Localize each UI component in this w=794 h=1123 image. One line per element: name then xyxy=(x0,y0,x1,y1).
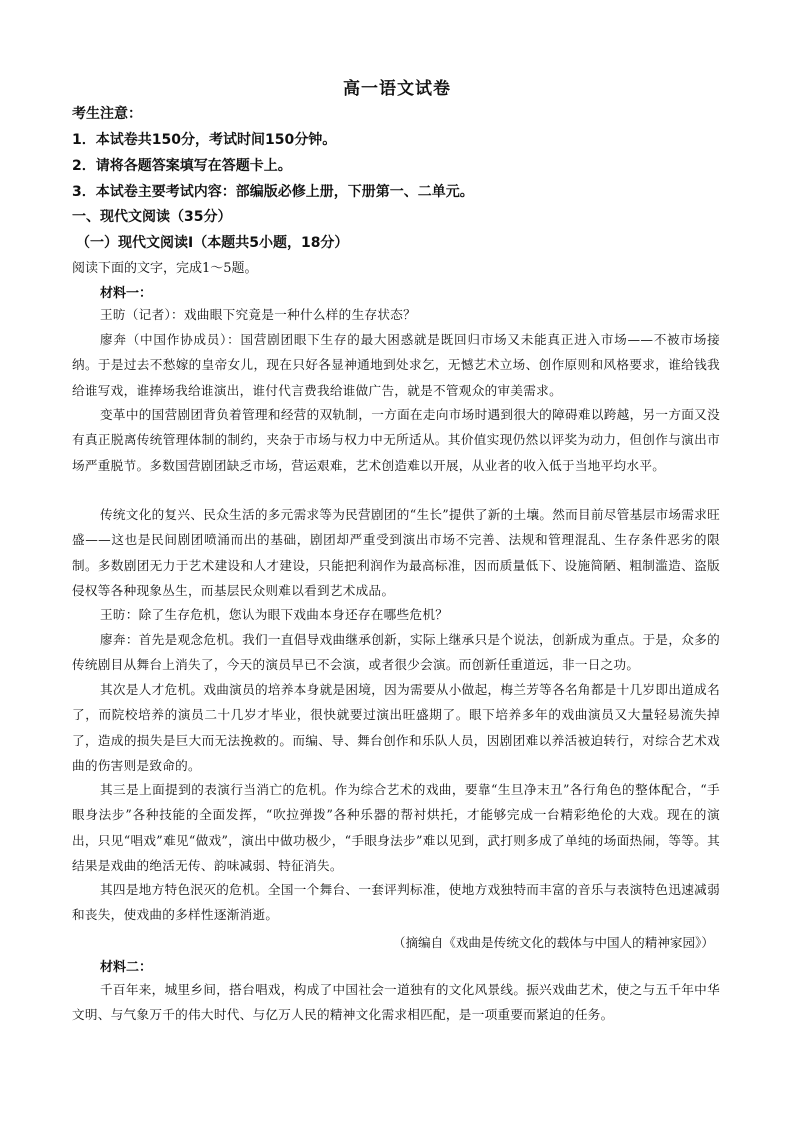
paragraph: 王昉（记者）：戏曲眼下究竟是一种什么样的生存状态？ xyxy=(100,307,417,322)
paragraph: 其四是地方特色泯灭的危机。全国一个舞台、一套评判标准，使地方戏独特而丰富的音乐与表演特色迅速减弱和丧失，使戏曲的多样性逐渐消逝。 xyxy=(72,882,720,923)
reading-instruction: 阅读下面的文字，完成1～5题。 xyxy=(72,261,258,276)
paragraph: 廖奔：首先是观念危机。我们一直倡导戏曲继承创新，实际上继承只是个说法，创新成为重点。于是，众多的传统剧目从舞台上消失了，今天的演员早已不会演，或者很少会演。而创新任重道远，非一日之功。 xyxy=(72,632,720,673)
paragraph: 廖奔（中国作协成员）：国营剧团眼下生存的最大困惑就是既回归市场又未能真正进入市场——不被市场接纳。于是过去不愁嫁的皇帝女儿，现在只好各显神通地到处求乞，无憾艺术立场、创作原则和风格要求，谁给钱我给谁写戏，谁捧场我给谁演出，谁付代言费我给谁做广告，就是不管观众的审美需求。 xyxy=(72,332,720,398)
notice-item: 3．本试卷主要考试内容：部编版必修上册，下册第一、二单元。 xyxy=(72,184,474,200)
notice-item: 2．请将各题答案填写在答题卡上。 xyxy=(72,158,292,174)
exam-title: 高一语文试卷 xyxy=(343,79,451,99)
material-two-label: 材料二： xyxy=(100,960,153,975)
notice-heading: 考生注意： xyxy=(72,106,142,122)
material-one-label: 材料一： xyxy=(100,286,153,301)
section-heading: 一、现代文阅读（35分） xyxy=(72,209,232,225)
paragraph: 千百年来，城里乡间，搭台唱戏，构成了中国社会一道独有的文化风景线。振兴戏曲艺术，使之与五千年中华文明、与气象万千的伟大时代、与亿万人民的精神文化需求相匹配，是一项重要而紧迫的任务。 xyxy=(72,982,720,1023)
paragraph: 其次是人才危机。戏曲演员的培养本身就是困境，因为需要从小做起，梅兰芳等各名角都是十几岁即出道成名了，而院校培养的演员二十几岁才毕业，很快就要过演出旺盛期了。眼下培养多年的戏曲演员又大量轻易流失掉了，造成的损失是巨大而无法挽救的。而编、导、舞台创作和乐队人员，因剧团难以养活被迫转行，对综合艺术戏曲的伤害则是致命的。 xyxy=(72,682,720,773)
paragraph: 传统文化的复兴、民众生活的多元需求等为民营剧团的“生长”提供了新的土壤。然而目前尽管基层市场需求旺盛——这也是民间剧团喷涌而出的基础，剧团却严重受到演出市场不完善、法规和管理混乱、生存条件恶劣的限制。多数剧团无力于艺术建设和人才建设，只能把利润作为最高标准，因而质量低下、设施简陋、粗制滥造、盗版侵权等各种现象丛生，而基层民众则难以看到艺术成品。 xyxy=(72,507,720,598)
paragraph: 其三是上面提到的表演行当消亡的危机。作为综合艺术的戏曲，要靠“生旦净末丑”各行角色的整体配合，“手眼身法步”各种技能的全面发挥，“吹拉弹拨”各种乐器的帮衬烘托，才能够完成一台精彩绝伦的大戏。现在的演出，只见“唱戏”难见“做戏”，演出中做功极少，“手眼身法步”难以见到，武打则多成了单纯的场面热闹，等等。其结果是戏曲的绝活无传、韵味减弱、特征消失。 xyxy=(72,782,720,873)
subsection-heading: （一）现代文阅读Ⅰ（本题共5小题，18分） xyxy=(76,235,349,251)
notice-item: 1．本试卷共150分，考试时间150分钟。 xyxy=(72,132,337,148)
paragraph: 变革中的国营剧团背负着管理和经营的双轨制，一方面在走向市场时遇到很大的障碍难以跨越，另一方面又没有真正脱离传统管理体制的制约，夹杂于市场与权力中无所适从。其价值实现仍然以评奖为动力，但创作与演出市场严重脱节。多数国营剧团缺乏市场，营运艰难，艺术创造难以开展，从业者的收入低于当地平均水平。 xyxy=(72,407,720,473)
source-citation: （摘编自《戏曲是传统文化的载体与中国人的精神家园》） xyxy=(392,935,714,950)
paragraph: 王昉：除了生存危机，您认为眼下戏曲本身还存在哪些危机？ xyxy=(100,607,449,622)
